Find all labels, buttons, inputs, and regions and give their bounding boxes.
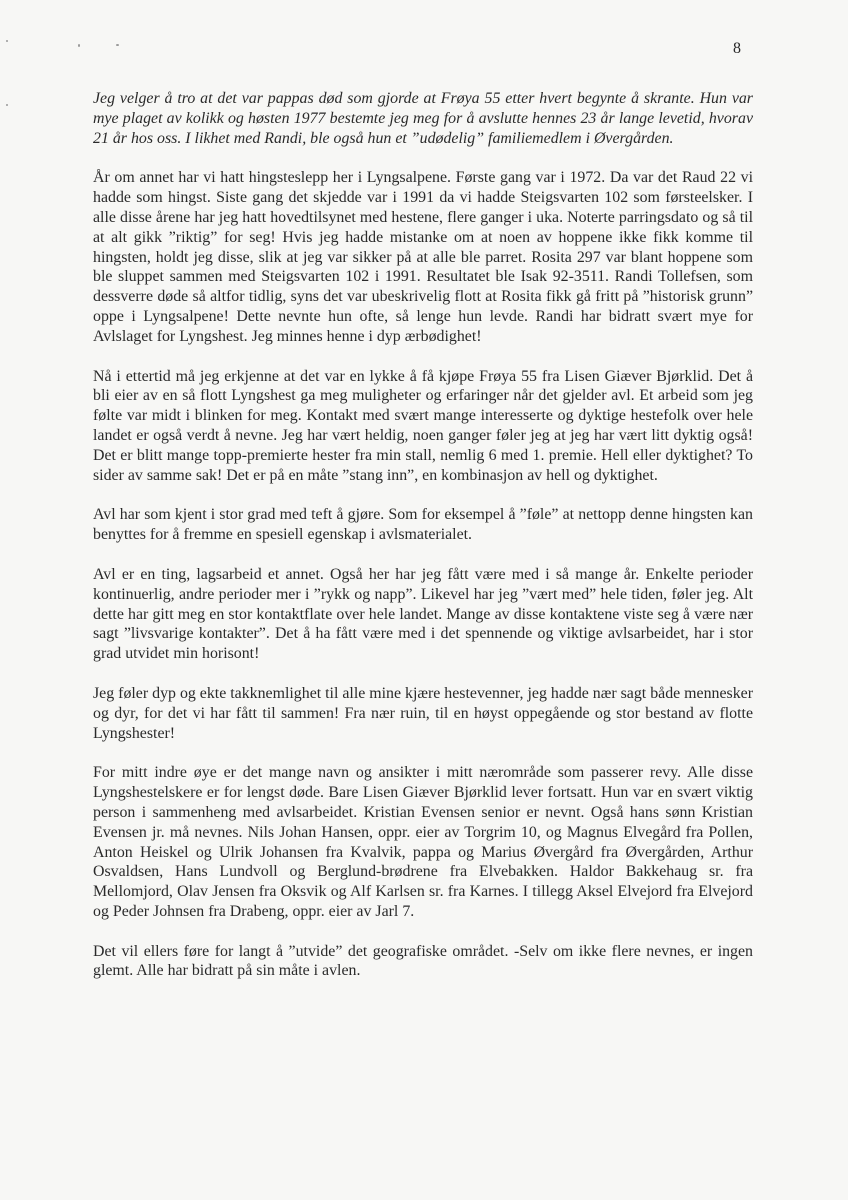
paragraph: Jeg velger å tro at det var pappas død som gjorde at Frøya 55 etter hvert begynte å skrante. Hun var mye plaget av kolikk og høsten 1977 bestemte jeg meg for å avslutte hennes 23 år lange levetid, hvorav 21 år hos oss. I likhet med Randi, ble også hun et ”udødelig” familiemedlem i Øvergården. — [93, 90, 753, 147]
paragraph: For mitt indre øye er det mange navn og ansikter i mitt nærområde som passerer revy. Alle disse Lyngshestelskere er for lengst døde. Bare Lisen Giæver Bjørklid lever fortsatt. Hun var en svært viktig person i sammenheng med avlsarbeidet. Kristian Evensen senior er nevnt. Også hans sønn Kristian Evensen jr. må nevnes. Nils Johan Hansen, oppr. eier av Torgrim 10, og Magnus Elvegård fra Pollen, Anton Heiskel og Ulrik Johansen fra Kvalvik, pappa og Marius Øvergård fra Øvergården, Arthur Osvaldsen, Hans Lundvoll og Berglund-brødrene fra Elvebakken. Haldor Bakkehaug sr. fra Mellomjord, Olav Jensen fra Oksvik og Alf Karlsen sr. fra Karnes. I tillegg Aksel Elvejord fra Elvejord og Peder Johnsen fra Drabeng, oppr. eier av Jarl 7. — [93, 764, 753, 920]
page-number: 8 — [733, 40, 741, 57]
paragraph: Jeg føler dyp og ekte takknemlighet til alle mine kjære hestevenner, jeg hadde nær sagt både mennesker og dyr, for det vi har fått til sammen! Fra nær ruin, til en høyst oppegående og stor bestand av flotte Lyngshester! — [93, 684, 753, 742]
scan-speck — [6, 104, 8, 106]
scan-speck — [78, 44, 80, 47]
paragraph: Nå i ettertid må jeg erkjenne at det var en lykke å få kjøpe Frøya 55 fra Lisen Giæver Bjørklid. Det å bli eier av en så flott Lyngshest ga meg muligheter og erfaringer når det gjelder avl. Et arbeid som jeg følte var midt i blinken for meg. Kontakt med svært mange interesserte og dyktige hestefolk over hele landet er også verdt å nevne. Jeg har vært heldig, noen ganger føler jeg at jeg har vært litt dyktig også! Det er blitt mange topp-premierte hester fra min stall, nemlig 6 med 1. premie. Hell eller dyktighet? To sider av samme sak! Det er på en måte ”stang inn”, en kombinasjon av hell og dyktighet. — [93, 367, 753, 484]
scan-speck — [116, 44, 119, 46]
paragraph: År om annet har vi hatt hingsteslepp her i Lyngsalpene. Første gang var i 1972. Da var det Raud 22 vi hadde som hingst. Siste gang det skjedde var i 1991 da vi hadde Steigsvarten 102 som førsteelsker. I alle disse årene har jeg hatt hovedtilsynet med hestene, flere ganger i uka. Noterte parringsdato og så til at alt gikk ”riktig” for seg! Hvis jeg hadde mistanke om at noen av hoppene ikke fikk komme til hingsten, holdt jeg disse, slik at jeg var sikker på at alle ble parret. Rosita 297 var blant hoppene som ble sluppet sammen med Steigsvarten 102 i 1991. Resultatet ble Isak 92-3511. Randi Tollefsen, som dessverre døde så altfor tidlig, syns det var ubeskrivelig flott at Rosita fikk gå fritt på ”historisk grunn” oppe i Lyngsalpene! Dette nevnte hun ofte, så lenge hun levde. Randi har bidratt svært mye for Avlslaget for Lyngshest. Jeg minnes henne i dyp ærbødighet! — [93, 169, 753, 345]
scan-speck — [6, 40, 8, 42]
paragraph: Avl har som kjent i stor grad med teft å gjøre. Som for eksempel å ”føle” at nettopp denne hingsten kan benyttes for å fremme en spesiell egenskap i avlsmaterialet. — [93, 506, 753, 544]
paragraph: Avl er en ting, lagsarbeid et annet. Også her har jeg fått være med i så mange år. Enkelte perioder kontinuerlig, andre perioder mer i ”rykk og napp”. Likevel har jeg ”vært med” hele tiden, føler jeg. Alt dette har gitt meg en stor kontaktflate over hele landet. Mange av disse kontaktene viste seg å være nær sagt ”livsvarige kontakter”. Det å ha fått være med i det spennende og viktige avlsarbeidet, har i stor grad utvidet min horisont! — [93, 565, 753, 663]
body-text — [93, 89, 753, 981]
paragraph: Det vil ellers føre for langt å ”utvide” det geografiske området. -Selv om ikke flere nevnes, er ingen glemt. Alle har bidratt på sin måte i avlen. — [93, 942, 753, 980]
